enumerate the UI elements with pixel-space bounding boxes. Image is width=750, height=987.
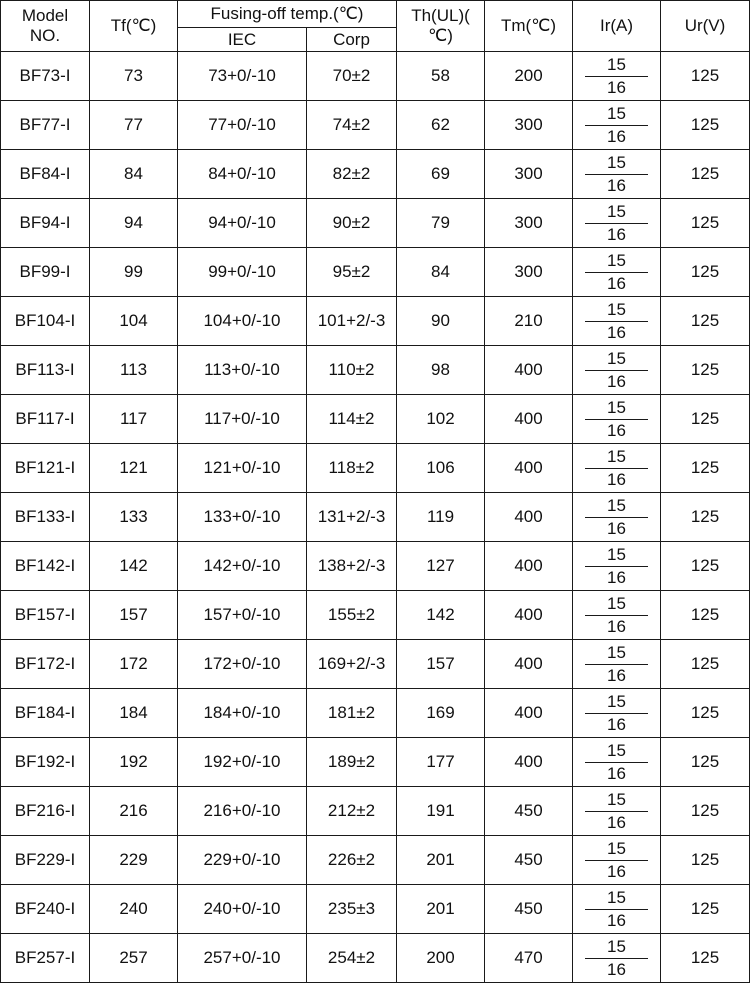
cell-iec: 99+0/-10 [178,248,307,297]
cell-ir [573,346,661,395]
cell-ur: 125 [661,199,750,248]
cell-tm: 400 [485,542,573,591]
cell-iec: 94+0/-10 [178,199,307,248]
cell-ir-upper: 15 [585,591,648,616]
cell-corp: 114±2 [307,395,397,444]
header-th-line1: Th(UL)( [411,6,470,26]
cell-iec: 133+0/-10 [178,493,307,542]
cell-th: 157 [397,640,485,689]
cell-th: 169 [397,689,485,738]
cell-tm: 400 [485,640,573,689]
cell-corp: 212±2 [307,787,397,836]
table-row [1,493,750,542]
header-row [1,1,750,28]
cell-iec: 184+0/-10 [178,689,307,738]
cell-corp: 254±2 [307,934,397,983]
cell-ur: 125 [661,787,750,836]
cell-ur: 125 [661,493,750,542]
cell-model: BF157-I [1,591,90,640]
cell-tf: 229 [90,836,178,885]
cell-ir-lower: 16 [607,77,626,97]
cell-tm: 300 [485,248,573,297]
cell-ir-upper: 15 [585,199,648,224]
cell-ur: 125 [661,101,750,150]
cell-tf: 94 [90,199,178,248]
cell-model: BF113-I [1,346,90,395]
cell-model: BF133-I [1,493,90,542]
cell-th: 201 [397,836,485,885]
table-row [1,248,750,297]
cell-corp: 131+2/-3 [307,493,397,542]
ir-split [573,885,660,933]
cell-tf: 157 [90,591,178,640]
cell-ir-lower: 16 [607,175,626,195]
table-row [1,52,750,101]
cell-tf: 84 [90,150,178,199]
cell-model: BF94-I [1,199,90,248]
cell-th: 69 [397,150,485,199]
cell-model: BF257-I [1,934,90,983]
ir-split [573,787,660,835]
cell-tf: 113 [90,346,178,395]
cell-corp: 70±2 [307,52,397,101]
table-row [1,934,750,983]
cell-ur: 125 [661,150,750,199]
ir-split [573,395,660,443]
cell-tf: 104 [90,297,178,346]
cell-ir-lower: 16 [607,616,626,636]
cell-ir-upper: 15 [585,542,648,567]
cell-corp: 226±2 [307,836,397,885]
cell-ir-lower: 16 [607,910,626,930]
cell-ir-upper: 15 [585,934,648,959]
cell-tm: 400 [485,591,573,640]
cell-tf: 257 [90,934,178,983]
cell-corp: 155±2 [307,591,397,640]
cell-tm: 400 [485,444,573,493]
header-model-line2: NO. [29,26,61,45]
table-row [1,640,750,689]
cell-ur: 125 [661,248,750,297]
cell-ir-upper: 15 [585,444,648,469]
cell-ir-lower: 16 [607,518,626,538]
cell-iec: 157+0/-10 [178,591,307,640]
cell-ir [573,787,661,836]
cell-tm: 400 [485,493,573,542]
header-ur: Ur(V) [661,1,750,52]
cell-th: 127 [397,542,485,591]
cell-model: BF216-I [1,787,90,836]
ir-split [573,591,660,639]
cell-ir [573,101,661,150]
cell-tm: 400 [485,689,573,738]
header-iec: IEC [178,28,307,52]
ir-split [573,542,660,590]
cell-model: BF77-I [1,101,90,150]
cell-th: 177 [397,738,485,787]
cell-ir [573,542,661,591]
cell-corp: 169+2/-3 [307,640,397,689]
cell-th: 200 [397,934,485,983]
cell-ir-lower: 16 [607,567,626,587]
cell-tf: 192 [90,738,178,787]
cell-iec: 216+0/-10 [178,787,307,836]
ir-split [573,689,660,737]
cell-ir-lower: 16 [607,322,626,342]
cell-ir [573,297,661,346]
cell-th: 102 [397,395,485,444]
cell-tf: 142 [90,542,178,591]
cell-ur: 125 [661,542,750,591]
cell-th: 58 [397,52,485,101]
cell-tf: 172 [90,640,178,689]
cell-model: BF84-I [1,150,90,199]
cell-tf: 184 [90,689,178,738]
cell-model: BF104-I [1,297,90,346]
table-row [1,150,750,199]
cell-ir-upper: 15 [585,689,648,714]
cell-model: BF172-I [1,640,90,689]
cell-ur: 125 [661,297,750,346]
cell-iec: 113+0/-10 [178,346,307,395]
cell-tm: 400 [485,738,573,787]
cell-tf: 216 [90,787,178,836]
cell-tm: 400 [485,395,573,444]
cell-tf: 99 [90,248,178,297]
cell-corp: 181±2 [307,689,397,738]
cell-ir-upper: 15 [585,640,648,665]
cell-iec: 142+0/-10 [178,542,307,591]
table-row [1,885,750,934]
cell-ir-upper: 15 [585,101,648,126]
cell-iec: 257+0/-10 [178,934,307,983]
cell-ir-lower: 16 [607,665,626,685]
table-row [1,199,750,248]
cell-ur: 125 [661,640,750,689]
cell-ur: 125 [661,395,750,444]
cell-model: BF73-I [1,52,90,101]
cell-model: BF184-I [1,689,90,738]
ir-split [573,150,660,198]
cell-ir-lower: 16 [607,861,626,881]
header-tf: Tf(℃) [90,1,178,52]
cell-ur: 125 [661,444,750,493]
ir-split [573,444,660,492]
table-row [1,395,750,444]
cell-ir [573,150,661,199]
cell-tm: 300 [485,199,573,248]
cell-th: 191 [397,787,485,836]
cell-ir [573,444,661,493]
ir-split [573,346,660,394]
cell-ur: 125 [661,689,750,738]
cell-ur: 125 [661,836,750,885]
cell-ir [573,738,661,787]
table-row [1,542,750,591]
table-row [1,101,750,150]
cell-tm: 300 [485,150,573,199]
header-tm: Tm(℃) [485,1,573,52]
ir-split [573,52,660,100]
cell-corp: 189±2 [307,738,397,787]
cell-th: 106 [397,444,485,493]
table-row [1,444,750,493]
cell-tf: 73 [90,52,178,101]
cell-tm: 400 [485,346,573,395]
cell-iec: 73+0/-10 [178,52,307,101]
cell-corp: 82±2 [307,150,397,199]
ir-split [573,199,660,247]
ir-split [573,738,660,786]
cell-corp: 74±2 [307,101,397,150]
cell-ir-upper: 15 [585,297,648,322]
ir-split [573,101,660,149]
cell-corp: 110±2 [307,346,397,395]
table-row [1,738,750,787]
cell-th: 142 [397,591,485,640]
cell-iec: 104+0/-10 [178,297,307,346]
cell-iec: 172+0/-10 [178,640,307,689]
cell-ir-lower: 16 [607,126,626,146]
table-row [1,297,750,346]
cell-ir-upper: 15 [585,787,648,812]
cell-ir-upper: 15 [585,836,648,861]
header-model [1,1,90,52]
cell-ir [573,640,661,689]
cell-ir-lower: 16 [607,812,626,832]
cell-ir [573,248,661,297]
cell-ur: 125 [661,346,750,395]
cell-th: 119 [397,493,485,542]
cell-ir-upper: 15 [585,885,648,910]
cell-ir-lower: 16 [607,469,626,489]
cell-ir-lower: 16 [607,420,626,440]
ir-split [573,248,660,296]
cell-ir-upper: 15 [585,395,648,420]
cell-ir [573,689,661,738]
cell-ir-upper: 15 [585,493,648,518]
cell-ir-lower: 16 [607,763,626,783]
table-row [1,836,750,885]
cell-iec: 121+0/-10 [178,444,307,493]
cell-tf: 133 [90,493,178,542]
cell-iec: 77+0/-10 [178,101,307,150]
cell-model: BF117-I [1,395,90,444]
cell-ir [573,934,661,983]
header-th-line2: ℃) [428,26,453,45]
header-th [397,1,485,52]
cell-ir-upper: 15 [585,52,648,77]
cell-ur: 125 [661,885,750,934]
header-model-line1: Model [21,6,69,26]
cell-corp: 235±3 [307,885,397,934]
cell-th: 98 [397,346,485,395]
cell-model: BF121-I [1,444,90,493]
cell-tf: 117 [90,395,178,444]
cell-ur: 125 [661,52,750,101]
cell-corp: 118±2 [307,444,397,493]
ir-split [573,934,660,982]
cell-iec: 117+0/-10 [178,395,307,444]
cell-ur: 125 [661,934,750,983]
cell-tm: 450 [485,787,573,836]
header-fusing-off-temp: Fusing-off temp.(℃) [178,1,397,28]
cell-tm: 470 [485,934,573,983]
cell-ir [573,591,661,640]
cell-corp: 138+2/-3 [307,542,397,591]
cell-ur: 125 [661,738,750,787]
cell-ir [573,493,661,542]
table-body [1,1,750,983]
cell-iec: 240+0/-10 [178,885,307,934]
table-row [1,591,750,640]
table-row [1,787,750,836]
cell-ir-lower: 16 [607,224,626,244]
header-ir: Ir(A) [573,1,661,52]
cell-model: BF99-I [1,248,90,297]
cell-th: 79 [397,199,485,248]
header-corp: Corp [307,28,397,52]
cell-th: 201 [397,885,485,934]
cell-ir-lower: 16 [607,273,626,293]
cell-tm: 300 [485,101,573,150]
cell-corp: 95±2 [307,248,397,297]
cell-tm: 200 [485,52,573,101]
ir-split [573,493,660,541]
table-row [1,689,750,738]
cell-ir-upper: 15 [585,248,648,273]
cell-ir [573,52,661,101]
cell-ir [573,885,661,934]
ir-split [573,836,660,884]
table-row [1,346,750,395]
cell-ir-lower: 16 [607,959,626,979]
cell-tm: 210 [485,297,573,346]
cell-model: BF240-I [1,885,90,934]
cell-ur: 125 [661,591,750,640]
cell-th: 90 [397,297,485,346]
cell-iec: 84+0/-10 [178,150,307,199]
cell-tf: 77 [90,101,178,150]
cell-ir-upper: 15 [585,150,648,175]
cell-tm: 450 [485,885,573,934]
cell-ir [573,199,661,248]
cell-ir-upper: 15 [585,346,648,371]
cell-corp: 101+2/-3 [307,297,397,346]
cell-iec: 192+0/-10 [178,738,307,787]
cell-th: 84 [397,248,485,297]
cell-tf: 240 [90,885,178,934]
cell-tf: 121 [90,444,178,493]
cell-tm: 450 [485,836,573,885]
cell-model: BF192-I [1,738,90,787]
cell-iec: 229+0/-10 [178,836,307,885]
cell-ir [573,836,661,885]
ir-split [573,297,660,345]
cell-th: 62 [397,101,485,150]
ir-split [573,640,660,688]
cell-corp: 90±2 [307,199,397,248]
cell-model: BF229-I [1,836,90,885]
cell-ir-lower: 16 [607,714,626,734]
cell-ir-upper: 15 [585,738,648,763]
cell-ir-lower: 16 [607,371,626,391]
cell-model: BF142-I [1,542,90,591]
cell-ir [573,395,661,444]
